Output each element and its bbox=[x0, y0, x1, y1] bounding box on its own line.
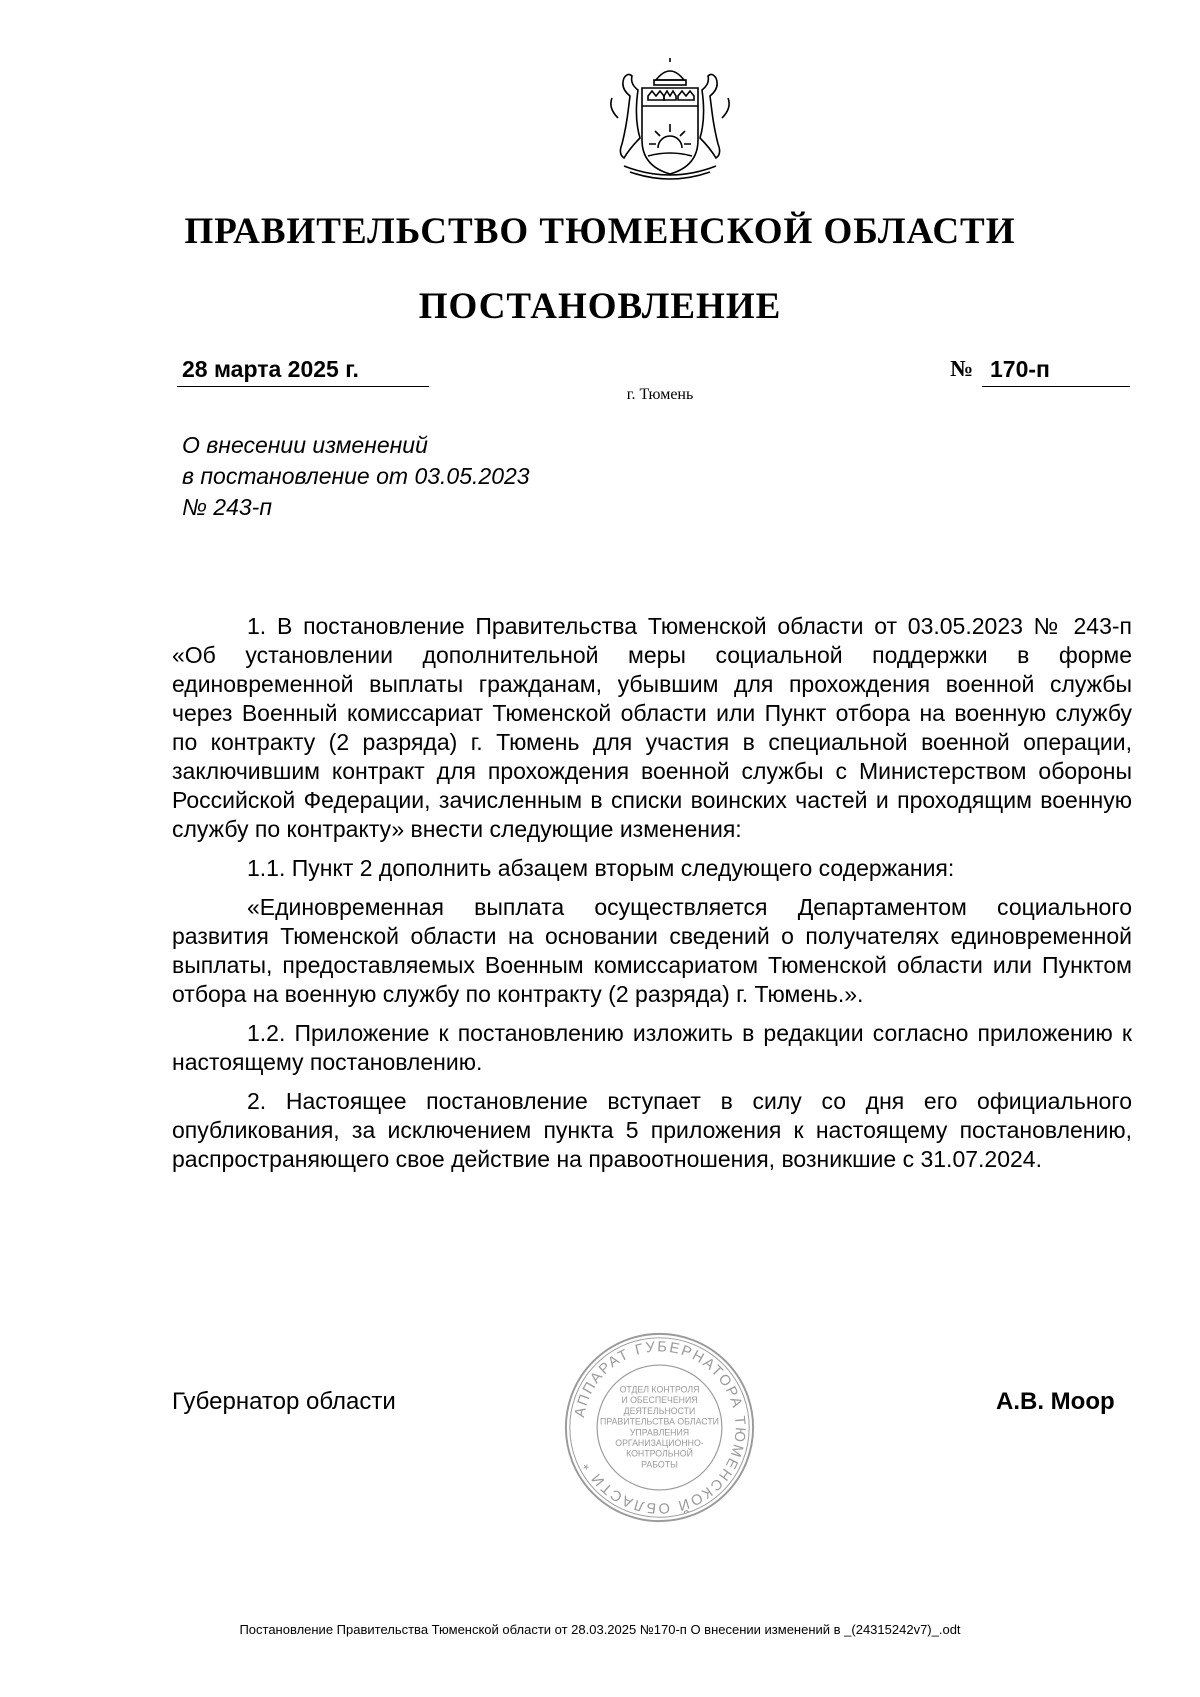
seal-inner-line: КОНТРОЛЬНОЙ bbox=[626, 1448, 693, 1459]
document-number-field bbox=[950, 356, 1130, 386]
seal-inner-line: УПРАВЛЕНИЯ bbox=[629, 1427, 690, 1438]
seal-inner-line: ДЕЯТЕЛЬНОСТИ bbox=[623, 1405, 696, 1416]
signatory-position: Губернатор области bbox=[172, 1388, 396, 1415]
body-paragraph: «Единовременная выплата осуществляется Департаментом социального развития Тюменской области на основании сведений о получателях единовременной выплаты, предоставляемых Военным комиссариатом Тюменской области или Пунктом отбора на военную службу по контракту (2 разряда) г. Тюмень.». bbox=[172, 894, 1132, 1007]
seal-outer-text: АППАРАТ ГУБЕРНАТОРА ТЮМЕНСКОЙ ОБЛАСТИ * bbox=[572, 1339, 748, 1516]
document-body bbox=[172, 612, 1132, 1184]
government-title: ПРАВИТЕЛЬСТВО ТЮМЕНСКОЙ ОБЛАСТИ bbox=[184, 211, 1016, 252]
document-number-line bbox=[982, 356, 1130, 387]
subject-line: № 243-п bbox=[182, 494, 272, 520]
subject-line: О внесении изменений bbox=[182, 432, 428, 458]
number-sign: № bbox=[950, 356, 974, 381]
seal-inner-line: ПРАВИТЕЛЬСТВА ОБЛАСТИ bbox=[600, 1416, 719, 1427]
document-city: г. Тюмень bbox=[626, 386, 694, 403]
document-subject bbox=[182, 430, 682, 523]
official-round-seal-icon bbox=[562, 1330, 757, 1525]
seal-inner-line: ОРГАНИЗАЦИОННО- bbox=[615, 1438, 704, 1449]
signatory-name: А.В. Моор bbox=[996, 1388, 1115, 1415]
seal-inner-line: ОТДЕЛ КОНТРОЛЯ bbox=[619, 1384, 700, 1395]
body-paragraph: 1. В постановление Правительства Тюменской области от 03.05.2023 № 243-п «Об установлении дополнительной меры социальной поддержки в форме единовременной выплаты гражданам, убывшим для прохождения военной службы через Военный комиссариат Тюменской области или Пункт отбора на военную службу по контракту (2 разряда) г. Тюмень для участия в специальной военной операции, заключившим контракт для прохождения военной службы с Министерством обороны Российской Федерации, зачисленным в списки воинских частей и проходящим военную службу по контракту» внести следующие изменения: bbox=[172, 613, 1132, 842]
document-number: 170-п bbox=[990, 356, 1050, 382]
document-date: 28 марта 2025 г. bbox=[182, 356, 359, 382]
body-paragraph: 1.1. Пункт 2 дополнить абзацем вторым следующего содержания: bbox=[247, 855, 955, 881]
seal-inner-line: И ОБЕСПЕЧЕНИЯ bbox=[621, 1395, 698, 1406]
body-paragraph: 2. Настоящее постановление вступает в силу со дня его официального опубликования, за исключением пункта 5 приложения к настоящему постановлению, распространяющего свое действие на правоотношения, возникшие с 31.07.2024. bbox=[172, 1088, 1132, 1172]
tyumen-region-coat-of-arms-icon bbox=[590, 58, 750, 186]
seal-inner-line: РАБОТЫ bbox=[641, 1459, 678, 1470]
subject-line: в постановление от 03.05.2023 bbox=[182, 463, 530, 489]
body-paragraph: 1.2. Приложение к постановлению изложить в редакции согласно приложению к настоящему постановлению. bbox=[172, 1020, 1132, 1075]
document-type: ПОСТАНОВЛЕНИЕ bbox=[418, 286, 782, 327]
document-footer: Постановление Правительства Тюменской области от 28.03.2025 №170-п О внесении изменений в _(24315242v7)_.odt bbox=[239, 1622, 961, 1637]
document-date-field bbox=[177, 356, 429, 387]
